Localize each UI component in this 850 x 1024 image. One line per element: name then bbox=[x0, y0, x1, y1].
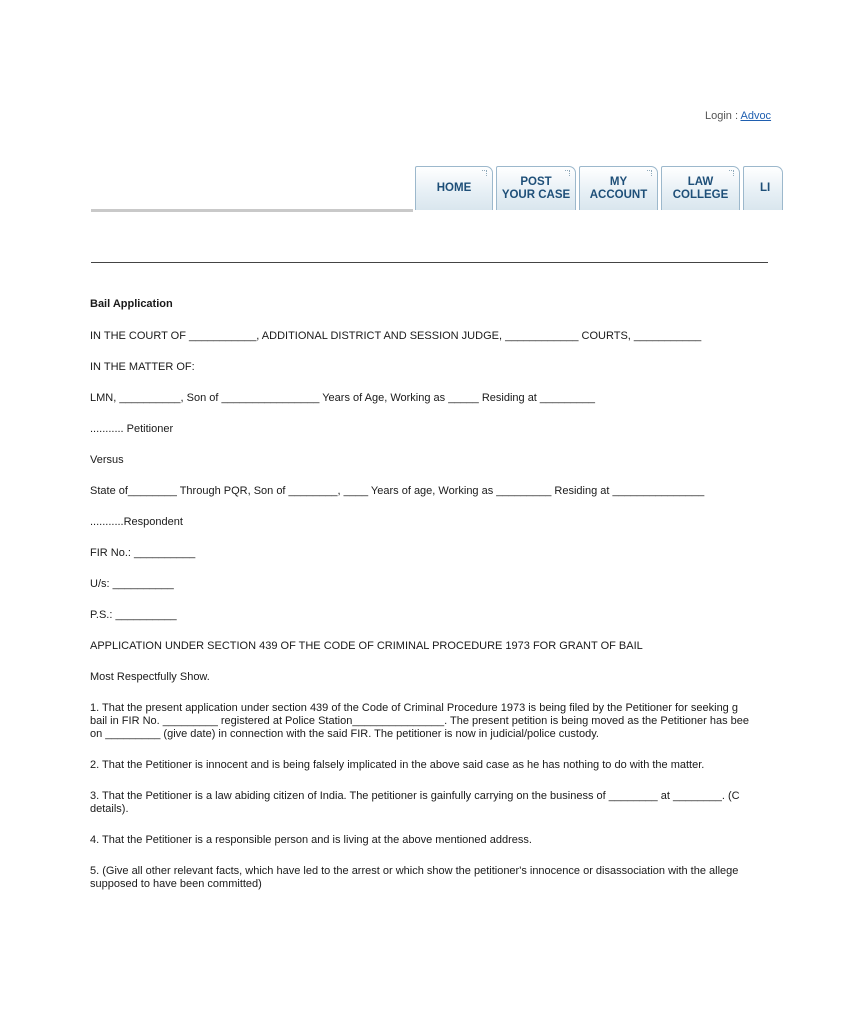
tab-home-label: HOME bbox=[436, 182, 472, 194]
paragraph-4: 4. That the Petitioner is a responsible person and is living at the above mentioned address. bbox=[90, 834, 532, 846]
tab-my-account[interactable] bbox=[579, 166, 658, 210]
state-line: State of________ Through PQR, Son of ________, ____ Years of age, Working as _________ Residing at _______________ bbox=[90, 485, 705, 497]
paragraph-5-line-1: 5. (Give all other relevant facts, which have led to the arrest or which show the petitioner's innocence or disassociation with the allege bbox=[90, 865, 739, 877]
paragraph-3-line-1: 3. That the Petitioner is a law abiding citizen of India. The petitioner is gainfully carrying on the business of ________ at ________. (C bbox=[90, 790, 740, 802]
paragraph-3-line-2: details). bbox=[90, 803, 129, 815]
nav-underline bbox=[91, 209, 413, 212]
tab-corner-icon bbox=[482, 170, 487, 176]
tab-corner-icon bbox=[729, 170, 734, 176]
tab-li[interactable] bbox=[743, 166, 783, 210]
tab-post-your-case[interactable] bbox=[496, 166, 576, 210]
petitioner-details: LMN, __________, Son of ________________ Years of Age, Working as _____ Residing at _________ bbox=[90, 392, 595, 404]
main-nav bbox=[415, 166, 786, 210]
tab-home[interactable] bbox=[415, 166, 493, 210]
tab-corner-icon bbox=[565, 170, 570, 176]
tab-account-label-1: MY bbox=[609, 175, 628, 188]
tab-corner-icon bbox=[647, 170, 652, 176]
tab-li-label: LI bbox=[760, 182, 771, 194]
paragraph-5 bbox=[90, 865, 850, 891]
bail-application-document bbox=[90, 298, 850, 909]
horizontal-rule bbox=[91, 262, 768, 263]
court-line: IN THE COURT OF ___________, ADDITIONAL DISTRICT AND SESSION JUDGE, ____________ COURTS, ___________ bbox=[90, 330, 702, 342]
tab-college-label-1: LAW bbox=[687, 175, 714, 188]
paragraph-1-line-2: bail in FIR No. _________ registered at Police Station_______________. The present petition is being moved as the Petitioner has bee bbox=[90, 715, 750, 727]
police-station: P.S.: __________ bbox=[90, 609, 177, 621]
paragraph-2: 2. That the Petitioner is innocent and is being falsely implicated in the above said case as he has nothing to do with the matter. bbox=[90, 759, 705, 771]
tab-post-label-2: YOUR CASE bbox=[501, 188, 571, 201]
login-link[interactable]: Advoc bbox=[740, 110, 772, 122]
tab-post-label-1: POST bbox=[520, 175, 552, 188]
under-section: U/s: __________ bbox=[90, 578, 174, 590]
tab-law-college[interactable] bbox=[661, 166, 740, 210]
tab-college-label-2: COLLEGE bbox=[672, 188, 729, 201]
respondent-label: ...........Respondent bbox=[90, 516, 183, 528]
versus-text: Versus bbox=[90, 454, 124, 466]
paragraph-5-line-2: supposed to have been committed) bbox=[90, 878, 262, 890]
login-label: Login : bbox=[705, 110, 739, 122]
paragraph-1-line-3: on _________ (give date) in connection with the said FIR. The petitioner is now in judicial/police custody. bbox=[90, 728, 599, 740]
paragraph-1 bbox=[90, 702, 850, 741]
tab-account-label-2: ACCOUNT bbox=[589, 188, 648, 201]
matter-line: IN THE MATTER OF: bbox=[90, 361, 195, 373]
paragraph-3 bbox=[90, 790, 850, 816]
document-title: Bail Application bbox=[90, 298, 173, 310]
most-respectfully: Most Respectfully Show. bbox=[90, 671, 210, 683]
petitioner-label: ........... Petitioner bbox=[90, 423, 174, 435]
login-area bbox=[705, 110, 771, 122]
paragraph-1-line-1: 1. That the present application under section 439 of the Code of Criminal Procedure 1973 is being filed by the Petitioner for seeking g bbox=[90, 702, 738, 714]
application-heading: APPLICATION UNDER SECTION 439 OF THE CODE OF CRIMINAL PROCEDURE 1973 FOR GRANT OF BAIL bbox=[90, 640, 643, 652]
fir-number: FIR No.: __________ bbox=[90, 547, 196, 559]
